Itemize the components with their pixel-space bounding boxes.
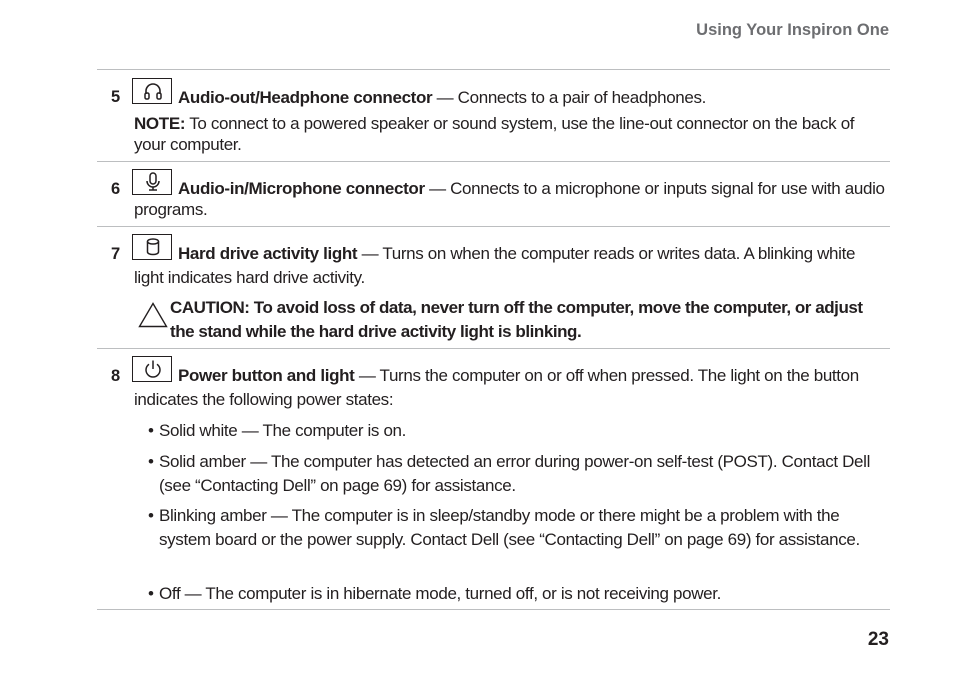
item-term: Audio-out/Headphone connector [178, 88, 433, 107]
item-number: 6 [111, 180, 121, 198]
item-desc: — Connects to a pair of headphones. [432, 88, 707, 107]
divider [97, 609, 890, 610]
caution [134, 296, 886, 344]
caution-text: CAUTION: To avoid loss of data, never turn off the computer, move the computer, or adjust the stand while the hard drive activity light is blinking. [170, 298, 863, 341]
note-label: NOTE: [134, 114, 186, 133]
bullet-glyph: • [148, 421, 154, 440]
list-item-text: Solid amber — The computer has detected an error during power-on self-test (POST). Contact Dell (see “Contacting Dell” on page 69) for assistance. [159, 452, 870, 495]
page-number: 23 [867, 629, 889, 650]
bullet-glyph: • [148, 584, 154, 603]
list-item-text: Solid white — The computer is on. [159, 421, 407, 440]
item-desc: — Connects to a microphone or inputs signal for use with audio programs. [134, 179, 885, 219]
item-desc: — Turns on when the computer reads or writes data. A blinking white light indicates hard drive activity. [134, 244, 856, 287]
divider [97, 69, 890, 70]
list-item [148, 419, 888, 443]
note-text: To connect to a powered speaker or sound system, use the line-out connector on the back of your computer. [134, 114, 855, 154]
item-description [134, 86, 886, 110]
item-number: 5 [111, 88, 121, 106]
item-number: 7 [111, 245, 121, 263]
running-header: Using Your Inspiron One [696, 21, 889, 39]
list-item-text: Off — The computer is in hibernate mode, turned off, or is not receiving power. [159, 584, 721, 603]
item-term: Audio-in/Microphone connector [178, 179, 425, 198]
list-item [148, 582, 888, 606]
list-item [148, 504, 888, 552]
item-term: Hard drive activity light [178, 244, 358, 263]
bullet-glyph: • [148, 506, 154, 525]
item-term: Power button and light [178, 366, 355, 385]
item-description [134, 364, 886, 412]
item-number: 8 [111, 367, 121, 385]
list-item-text: Blinking amber — The computer is in sleep/standby mode or there might be a problem with the system board or the power supply. Contact Dell (see “Contacting Dell” on page 69) for assistance. [159, 506, 860, 549]
item-description [134, 178, 886, 220]
note [134, 113, 886, 155]
caution-triangle-icon [138, 302, 168, 328]
item-description [134, 242, 886, 290]
divider [97, 226, 890, 227]
divider [97, 348, 890, 349]
divider [97, 161, 890, 162]
item-desc: — Turns the computer on or off when pressed. The light on the button indicates the following power states: [134, 366, 859, 409]
bullet-glyph: • [148, 452, 154, 471]
list-item [148, 450, 888, 498]
